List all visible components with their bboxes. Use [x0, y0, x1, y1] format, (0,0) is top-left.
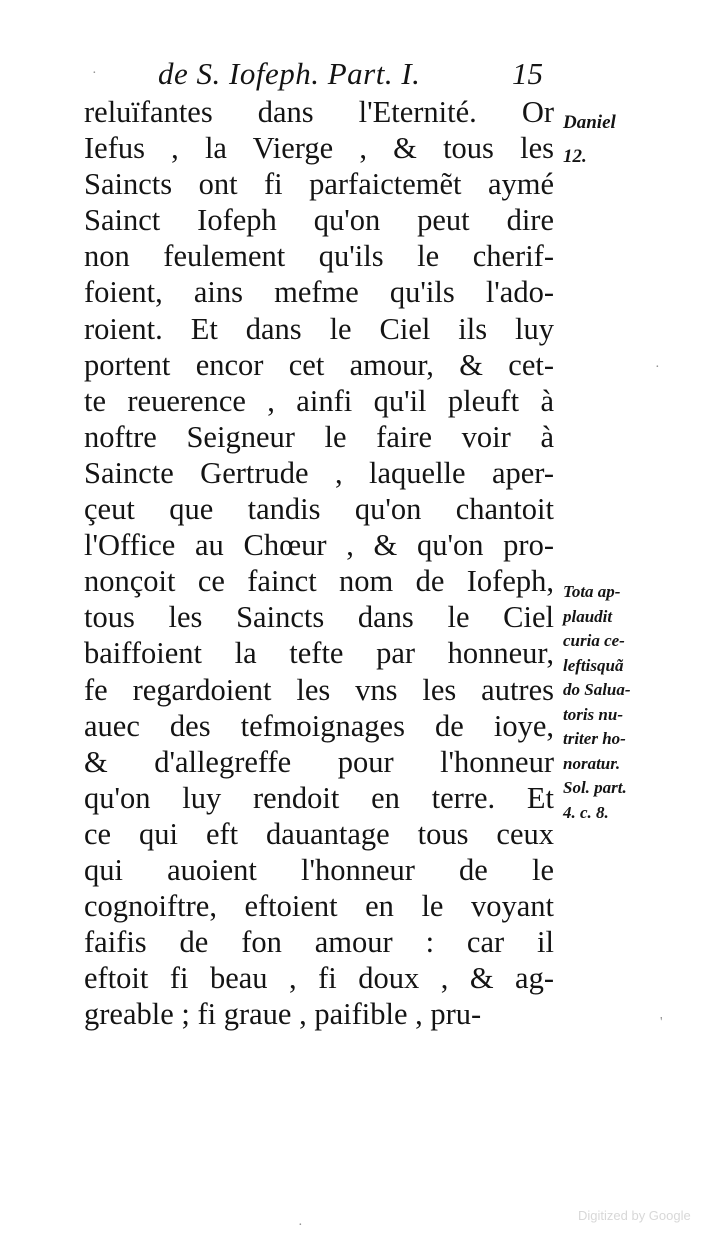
text-line: eftoit fi beau , fi doux , & ag- — [84, 961, 554, 996]
digitization-watermark: Digitized by Google — [578, 1208, 691, 1223]
text-line: & d'allegreffe pour l'honneur — [84, 744, 554, 779]
body-text — [84, 94, 554, 1032]
text-line: noftre Seigneur le faire voir à — [84, 419, 554, 454]
text-line: greable ; fi graue , paifible , pru- — [84, 997, 482, 1032]
text-line: Iefus , la Vierge , & tous les — [84, 131, 554, 166]
margin-note-line: noratur. — [563, 753, 621, 773]
text-line: reluïfantes dans l'Eternité. Or — [84, 95, 554, 129]
text-line: Saincte Gertrude , laquelle aper- — [84, 455, 554, 490]
text-line: l'Office au Chœur , & qu'on pro- — [84, 528, 554, 563]
margin-note-line: 12. — [563, 146, 587, 167]
text-line: Saincts ont fi parfaictemẽt aymé — [84, 167, 554, 202]
text-line: fe regardoient les vns les autres — [84, 672, 554, 707]
margin-note-line: toris nu- — [563, 704, 623, 724]
page-number: 15 — [512, 56, 543, 91]
text-line: faifis de fon amour : car il — [84, 925, 554, 960]
margin-note-line: 4. c. 8. — [563, 802, 609, 822]
ink-speck: ' — [660, 1015, 663, 1030]
margin-note-line: Sol. part. — [563, 778, 627, 797]
margin-note-tota — [563, 580, 713, 825]
text-line: foient, ains mefme qu'ils l'ado- — [84, 275, 554, 310]
margin-note-daniel — [563, 106, 703, 174]
margin-note-line: plaudit — [563, 606, 613, 626]
text-line: cognoiftre, eftoient en le voyant — [84, 889, 554, 924]
text-line: non feulement qu'ils le cherif- — [84, 239, 554, 274]
running-title: de S. Iofeph. Part. I. — [158, 56, 421, 91]
text-line: te reuerence , ainfi qu'il pleuft à — [84, 383, 554, 418]
margin-note-line: Daniel — [563, 112, 616, 133]
text-line: auec des tefmoignages de ioye, — [84, 708, 554, 743]
text-line: portent encor cet amour, & cet- — [84, 347, 554, 382]
margin-note-line: triter ho- — [563, 729, 626, 748]
margin-note-line: leftisquã — [563, 655, 624, 675]
margin-note-line: do Salua- — [563, 680, 631, 699]
text-line: çeut que tandis qu'on chantoit — [84, 492, 554, 527]
ink-speck: · — [655, 360, 660, 375]
text-line: tous les Saincts dans le Ciel — [84, 600, 554, 635]
text-line: baiffoient la tefte par honneur, — [84, 636, 554, 671]
text-line: qu'on luy rendoit en terre. Et — [84, 780, 554, 815]
ink-speck: · — [92, 66, 97, 81]
ink-speck: · — [298, 1218, 303, 1233]
margin-note-line: Tota ap- — [563, 582, 621, 601]
text-line: roient. Et dans le Ciel ils luy — [84, 311, 554, 346]
text-line: qui auoient l'honneur de le — [84, 852, 554, 887]
text-line: Sainct Iofeph qu'on peut dire — [84, 203, 554, 238]
text-line: ce qui eft dauantage tous ceux — [84, 816, 554, 851]
margin-note-line: curia ce- — [563, 631, 625, 650]
text-line: nonçoit ce fainct nom de Iofeph, — [84, 564, 554, 599]
